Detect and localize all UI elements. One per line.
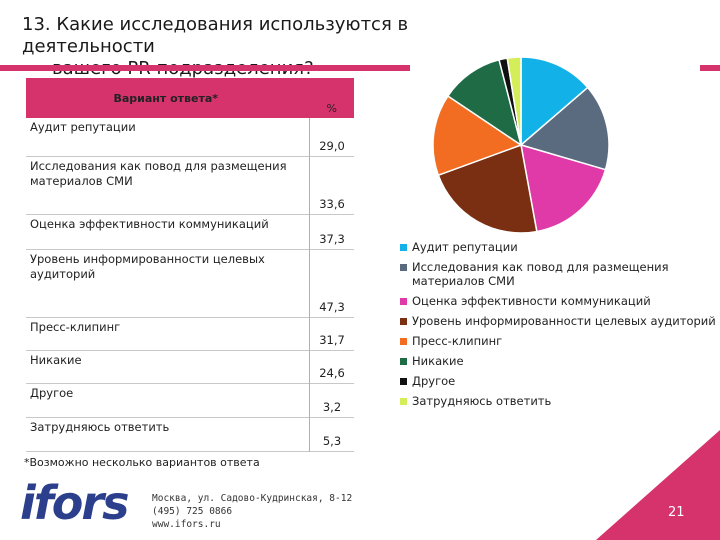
corner-triangle <box>596 430 720 540</box>
table-row <box>26 118 354 156</box>
table-header-row <box>26 78 354 118</box>
legend-item <box>400 394 718 408</box>
legend-label: Затрудняюсь ответить <box>412 394 552 408</box>
row-percent: 24,6 <box>309 350 354 383</box>
legend-label: Аудит репутации <box>412 240 518 254</box>
legend-swatch <box>400 244 407 251</box>
row-option: Другое <box>30 385 74 400</box>
legend-swatch <box>400 398 407 405</box>
header-percent: % <box>326 102 337 115</box>
legend-item <box>400 240 718 254</box>
legend-label: Уровень информированности целевых аудиторий <box>412 314 716 328</box>
row-option: Уровень информированности целевых аудиторий <box>30 251 265 281</box>
row-option: Аудит репутации <box>30 120 136 134</box>
legend-item <box>400 294 718 308</box>
table-row <box>26 249 354 317</box>
row-percent: 31,7 <box>309 317 354 350</box>
title-underline <box>0 65 410 71</box>
corner-decoration <box>596 430 720 540</box>
responses-table <box>26 78 354 452</box>
table-row <box>26 156 354 214</box>
title-underline-right <box>700 65 720 71</box>
title-line-1: 13. Какие исследования используются в деятельности <box>22 14 409 57</box>
table-row <box>26 214 354 249</box>
row-percent: 37,3 <box>309 214 354 249</box>
row-percent: 5,3 <box>309 417 354 451</box>
header-option: Вариант ответа* <box>113 91 218 105</box>
footnote: *Возможно несколько вариантов ответа <box>24 456 260 469</box>
legend-label: Другое <box>412 374 456 388</box>
table-row <box>26 317 354 350</box>
legend-label: Исследования как повод для размещения материалов СМИ <box>412 260 669 288</box>
legend-swatch <box>400 298 407 305</box>
address-website: www.ifors.ru <box>152 519 221 530</box>
legend-swatch <box>400 338 407 345</box>
legend-item <box>400 354 718 368</box>
legend-swatch <box>400 378 407 385</box>
legend-swatch <box>400 318 407 325</box>
row-option: Пресс-клипинг <box>30 319 121 334</box>
legend-swatch <box>400 264 407 271</box>
row-percent: 3,2 <box>309 383 354 417</box>
legend-item <box>400 334 718 348</box>
legend-label: Пресс-клипинг <box>412 334 503 348</box>
pie-chart <box>428 52 614 238</box>
row-option: Никакие <box>30 352 82 367</box>
page-number: 21 <box>668 505 685 520</box>
row-option: Оценка эффективности коммуникаций <box>30 216 269 231</box>
table-row <box>26 417 354 451</box>
address-street: Москва, ул. Садово-Кудринская, 8-12 <box>152 493 353 504</box>
table-row <box>26 383 354 417</box>
ifors-logo: ifors <box>20 476 128 530</box>
address-phone: (495) 725 0866 <box>152 506 233 517</box>
address-block <box>152 492 372 531</box>
legend-item <box>400 374 718 388</box>
row-option: Исследования как повод для размещения материалов СМИ <box>30 158 287 188</box>
legend-item <box>400 314 718 328</box>
legend-swatch <box>400 358 407 365</box>
row-percent: 33,6 <box>309 156 354 214</box>
row-option: Затрудняюсь ответить <box>30 419 170 434</box>
legend-label: Оценка эффективности коммуникаций <box>412 294 651 308</box>
legend-item <box>400 260 718 288</box>
table-row <box>26 350 354 383</box>
row-percent: 29,0 <box>309 118 354 156</box>
chart-legend <box>400 240 718 414</box>
row-percent: 47,3 <box>309 249 354 317</box>
legend-label: Никакие <box>412 354 464 368</box>
